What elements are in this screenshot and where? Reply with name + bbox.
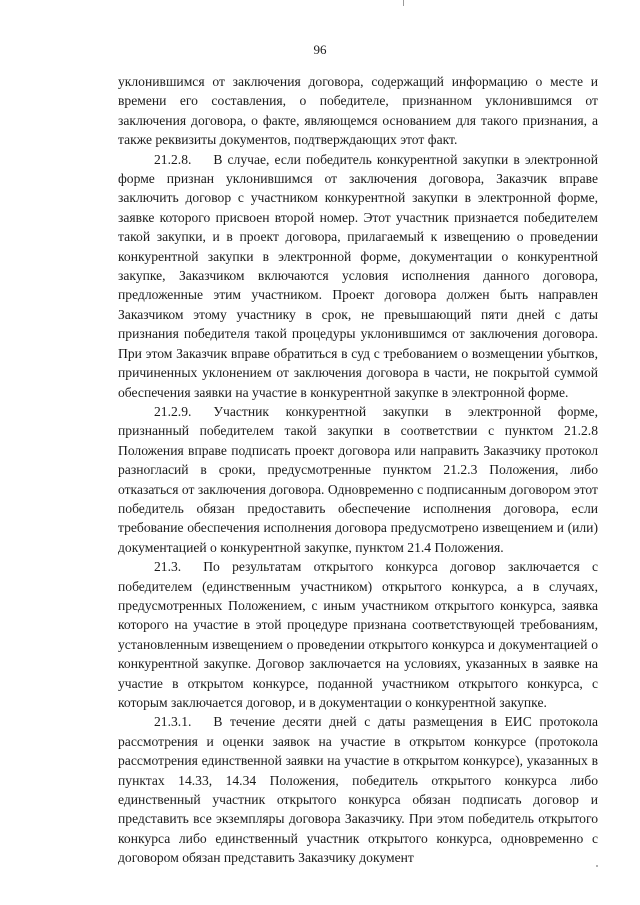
scan-edge-mark: [403, 0, 404, 6]
paragraph-text: По результатам открытого конкурса договор заключается с победителем (единственным участником) открытого конкурса, а в случаях, предусмотренных Положением, с иным участником открытого конкурса, заявка которого на участие в этой процедуре признана соответствующей требованиям, установленным извещением о проведении открытого конкурса и документацией о конкурентной закупке. Договор заключается на условиях, указанных в заявке на участие в открытом конкурсе, поданной участником открытого конкурса, с которым заключается договор, и в документации о конкурентной закупке.: [118, 559, 598, 710]
paragraph-21-2-9: [118, 402, 598, 557]
scan-speck: [596, 865, 598, 867]
paragraph-21-3-1: [118, 712, 598, 867]
clause-number: 21.3.1.: [154, 714, 192, 730]
paragraph-21-2-8: [118, 150, 598, 402]
document-body: [118, 72, 598, 868]
paragraph-text: В течение десяти дней с даты размещения в ЕИС протокола рассмотрения и оценки заявок на участие в открытом конкурсе (протокола рассмотрения единственной заявки на участие в открытом конкурсе), указанных в пунктах 14.33, 14.34 Положения, победитель открытого конкурса либо единственный участник открытого конкурса обязан подписать договор и представить все экземпляры договора Заказчику. При этом победитель открытого конкурса либо единственный участник открытого конкурса, одновременно с договором обязан представить Заказчику документ: [118, 714, 598, 866]
paragraph-continuation: [118, 72, 598, 150]
page-number: 96: [313, 42, 327, 57]
paragraph-text: В случае, если победитель конкурентной закупки в электронной форме признан уклонившимся от заключения договора, Заказчик вправе заключить договор с участником конкурентной закупки в электронной форме, заявке которого присвоен второй номер. Этот участник признается победителем такой закупки, и в проект договора, прилагаемый к извещению о проведении конкурентной закупки в электронной форме, документации о конкурентной закупке, Заказчиком включаются условия исполнения данного договора, предложенные этим участником. Проект договора должен быть направлен Заказчиком этому участнику в срок, не превышающий пяти дней с даты признания победителя такой процедуры уклонившимся от заключения договора. При этом Заказчик вправе обратиться в суд с требованием о возмещении убытков, причиненных уклонением от заключения договора в части, не покрытой суммой обеспечения заявки на участие в конкурентной закупке в электронной форме.: [118, 151, 598, 400]
paragraph-21-3: [118, 557, 598, 712]
clause-number: 21.2.9.: [154, 403, 192, 419]
clause-number: 21.3.: [154, 559, 182, 575]
paragraph-text: Участник конкурентной закупки в электронной форме, признанный победителем такой закупки в соответствии с пунктом 21.2.8 Положения вправе подписать проект договора или направить Заказчику протокол разногласий в сроки, предусмотренные пунктом 21.2.3 Положения, либо отказаться от заключения договора. Одновременно с подписанным договором этот победитель обязан предоставить обеспечение исполнения договора, если требование обеспечения исполнения договора предусмотрено извещением и (или) документацией о конкурентной закупке, пунктом 21.4 Положения.: [118, 403, 598, 555]
clause-number: 21.2.8.: [154, 151, 192, 167]
paragraph-text: уклонившимся от заключения договора, содержащий информацию о месте и времени его составления, о победителе, признанном уклонившимся от заключения договора, о факте, являющемся основанием для такого признания, а также реквизиты документов, подтверждающих этот факт.: [118, 74, 598, 148]
